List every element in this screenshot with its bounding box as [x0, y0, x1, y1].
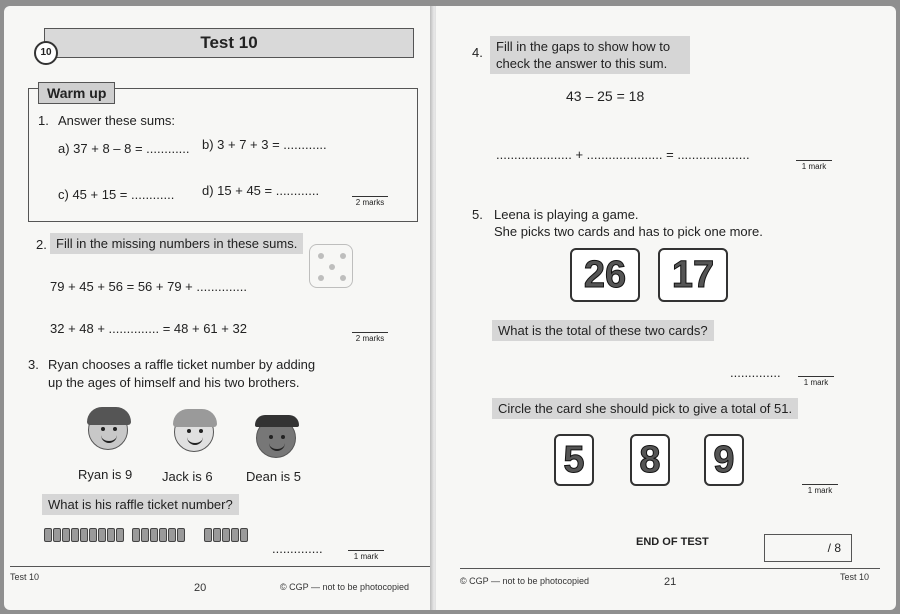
- clock-icon: 10: [34, 41, 58, 65]
- footer-rule: [460, 568, 880, 569]
- q1-part-a[interactable]: a) 37 + 8 – 8 = ............: [58, 141, 190, 156]
- q5-question1: What is the total of these two cards?: [492, 320, 714, 341]
- q5-question2: Circle the card she should pick to give a total of 51.: [492, 398, 798, 419]
- q4-sum: 43 – 25 = 18: [566, 88, 645, 104]
- q2-number: 2.: [36, 237, 47, 252]
- footer-rule: [10, 566, 430, 567]
- copyright: © CGP — not to be photocopied: [460, 576, 590, 586]
- q5-marks1: 1 mark: [798, 376, 834, 387]
- warmup-label: Warm up: [38, 82, 115, 104]
- ryan-face-icon: [88, 410, 128, 450]
- raffle-tickets-icon: [44, 528, 124, 542]
- q1-part-b[interactable]: b) 3 + 7 + 3 = ............: [202, 137, 327, 152]
- q1-number: 1.: [38, 113, 49, 128]
- dean-age: Dean is 5: [246, 469, 301, 484]
- raffle-tickets-icon: [204, 528, 248, 542]
- jack-age: Jack is 6: [162, 469, 213, 484]
- q2-line2[interactable]: 32 + 48 + .............. = 48 + 61 + 32: [50, 321, 247, 336]
- q1-part-c[interactable]: c) 45 + 15 = ............: [58, 187, 175, 202]
- q4-marks: 1 mark: [796, 160, 832, 171]
- option-card-8[interactable]: 8: [630, 434, 670, 486]
- card-17: 17: [658, 248, 728, 302]
- q4-number: 4.: [472, 45, 483, 60]
- dean-face-icon: [256, 418, 296, 458]
- option-card-9[interactable]: 9: [704, 434, 744, 486]
- q3-marks: 1 mark: [348, 550, 384, 561]
- q5-marks2: 1 mark: [802, 484, 838, 495]
- footer-test-label: Test 10: [10, 572, 40, 582]
- q2-line1[interactable]: 79 + 45 + 56 = 56 + 79 + ..............: [50, 279, 247, 294]
- q4-prompt-line2: check the answer to this sum.: [496, 56, 668, 71]
- q1-marks: 2 marks: [352, 196, 388, 207]
- q3-prompt-line2: up the ages of himself and his two brothers.: [48, 375, 300, 390]
- q3-prompt-line1: Ryan chooses a raffle ticket number by adding: [48, 357, 316, 372]
- q2-marks: 2 marks: [352, 332, 388, 343]
- q4-answer-line[interactable]: ..................... + ..................... = ....................: [496, 147, 750, 162]
- ryan-age: Ryan is 9: [78, 467, 133, 482]
- option-card-5[interactable]: 5: [554, 434, 594, 486]
- q2-prompt: Fill in the missing numbers in these sums.: [50, 233, 303, 254]
- card-26: 26: [570, 248, 640, 302]
- q5-prompt-line2: She picks two cards and has to pick one more.: [494, 224, 763, 239]
- copyright: © CGP — not to be photocopied: [280, 582, 410, 592]
- q4-prompt: [490, 36, 690, 74]
- test-title: Test 10: [44, 28, 414, 58]
- dice-icon: [309, 244, 353, 288]
- footer-test-label: Test 10: [840, 572, 870, 582]
- q5-prompt-line1: Leena is playing a game.: [494, 207, 639, 222]
- q3-answer-line[interactable]: ..............: [272, 541, 323, 556]
- end-of-test: END OF TEST: [636, 536, 709, 548]
- q5-number: 5.: [472, 207, 483, 222]
- score-box[interactable]: / 8: [764, 534, 852, 562]
- q5-answer-line[interactable]: ..............: [730, 365, 781, 380]
- page-number: 20: [194, 582, 207, 594]
- q3-number: 3.: [28, 357, 39, 372]
- q3-question: What is his raffle ticket number?: [42, 494, 239, 515]
- q1-part-d[interactable]: d) 15 + 45 = ............: [202, 183, 320, 198]
- q4-prompt-line1: Fill in the gaps to show how to: [496, 39, 671, 54]
- page-number: 21: [664, 576, 677, 588]
- q1-prompt: Answer these sums:: [58, 113, 176, 128]
- jack-face-icon: [174, 412, 214, 452]
- right-page: [436, 6, 896, 610]
- left-page: [4, 6, 434, 610]
- raffle-tickets-icon: [132, 528, 185, 542]
